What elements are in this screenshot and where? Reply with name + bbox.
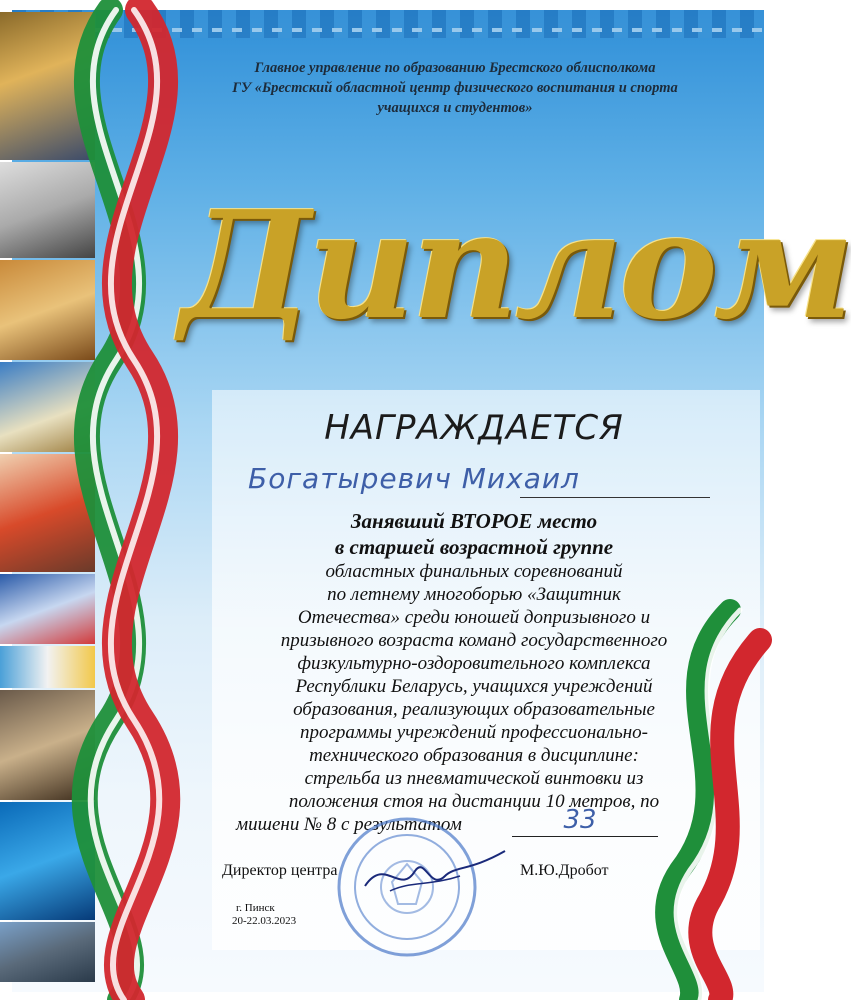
issuer-line-2: ГУ «Брестский областной центр физического воспитания и спорта — [232, 80, 678, 96]
diploma-title: Диплом — [180, 178, 851, 352]
handwritten-signature-icon — [360, 846, 510, 906]
body-line: мишени № 8 с результатом — [236, 814, 462, 835]
award-description — [200, 560, 748, 836]
body-line: образования, реализующих образовательные — [293, 699, 655, 720]
issue-city: г. Пинск — [236, 902, 275, 914]
body-line: технического образования в дисциплине: — [309, 745, 639, 766]
issuer-line-3: учащихся и студентов» — [377, 100, 533, 116]
recipient-underline — [520, 497, 710, 498]
issuer-line-1: Главное управление по образованию Брестского облисполкома — [254, 60, 656, 76]
body-line: призывного возраста команд государственного — [280, 630, 668, 651]
body-line: Отечества» среди юношей допризывного и — [297, 607, 651, 628]
director-label: Директор центра — [222, 862, 338, 879]
body-line: физкультурно-оздоровительного комплекса — [297, 653, 651, 674]
body-line: по летнему многоборью «Защитник — [327, 584, 621, 605]
result-underline — [512, 836, 658, 837]
result-value: 33 — [563, 805, 597, 835]
title-block — [170, 150, 851, 390]
issuer-header — [170, 58, 740, 118]
awarded-heading: НАГРАЖДАЕТСЯ — [324, 408, 624, 448]
recipient-name: Богатыревич Михаил — [248, 462, 580, 495]
body-line: областных финальных соревнований — [325, 561, 623, 582]
issue-dates: 20-22.03.2023 — [232, 915, 297, 927]
director-name: М.Ю.Дробот — [520, 862, 609, 879]
place-block — [200, 508, 748, 560]
place-line-1: Занявший ВТОРОЕ место — [350, 509, 598, 533]
body-line: стрельба из пневматической винтовки из — [304, 768, 644, 789]
body-line: программы учреждений профессионально- — [299, 722, 648, 743]
body-line: положения стоя на дистанции 10 метров, по — [288, 791, 660, 812]
body-line: Республики Беларусь, учащихся учреждений — [295, 676, 653, 697]
place-line-2: в старшей возрастной группе — [334, 535, 614, 559]
